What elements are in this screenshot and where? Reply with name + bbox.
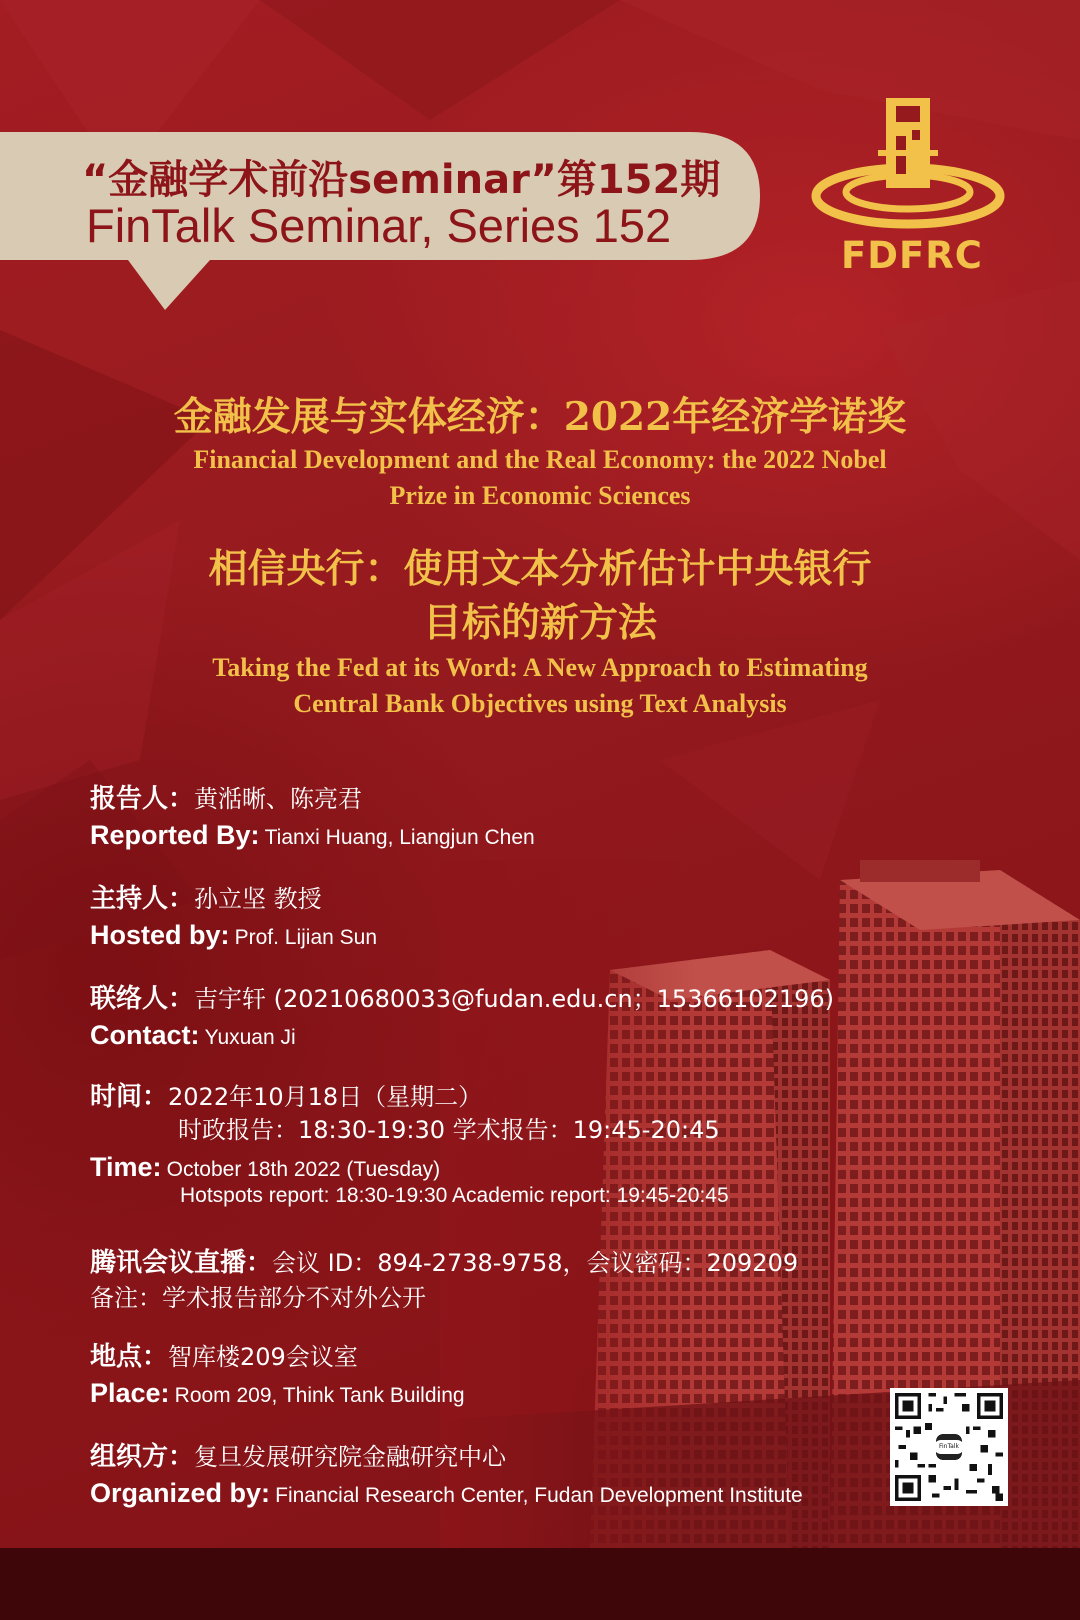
organizer-cn-row <box>90 1436 506 1473</box>
place-value-cn: 智库楼209会议室 <box>168 1343 358 1371</box>
time-en-row <box>90 1152 440 1183</box>
talk2-title-cn-line2: 目标的新方法 <box>422 600 657 646</box>
talk2-title-en-line2: Central Bank Objectives using Text Analysis <box>293 689 787 718</box>
host-en-row <box>90 920 377 951</box>
organizer-value-cn: 复旦发展研究院金融研究中心 <box>194 1443 507 1471</box>
tencent-meeting-info: 会议 ID：894-2738-9758，会议密码：209209 <box>272 1249 799 1277</box>
contact-value-en: Yuxuan Ji <box>204 1026 296 1049</box>
organizer-label-cn: 组织方： <box>90 1442 195 1472</box>
tencent-row <box>90 1242 798 1279</box>
time-value-en-line1: October 18th 2022 (Tuesday) <box>166 1158 441 1181</box>
organizer-en-row <box>90 1478 803 1509</box>
talk1-title-en-line1: Financial Development and the Real Economy: the 2022 Nobel <box>193 445 887 474</box>
bottom-band <box>0 1548 1080 1620</box>
time-label-en: Time: <box>90 1152 162 1182</box>
reporter-cn-row <box>90 778 362 815</box>
talk1-title-en-line2: Prize in Economic Sciences <box>389 481 691 510</box>
talk1-title-cn: 金融发展与实体经济：2022年经济学诺奖 <box>173 394 907 440</box>
reporter-value-en: Tianxi Huang, Liangjun Chen <box>264 826 535 849</box>
tencent-label-cn: 腾讯会议直播： <box>90 1248 273 1278</box>
place-label-en: Place: <box>90 1378 170 1408</box>
place-cn-row <box>90 1336 358 1373</box>
host-value-cn: 孙立坚 教授 <box>194 885 322 913</box>
qr-center-label: FinTalk <box>934 1440 964 1454</box>
time-cn-row <box>90 1076 482 1113</box>
time-value-en-line2: Hotspots report: 18:30-19:30 Academic report: 19:45-20:45 <box>180 1184 729 1207</box>
time-label-cn: 时间： <box>90 1082 169 1112</box>
host-value-en: Prof. Lijian Sun <box>234 926 378 949</box>
time-value-cn-line2: 时政报告：18:30-19:30 学术报告：19:45-20:45 <box>178 1116 720 1144</box>
contact-label-cn: 联络人： <box>90 984 195 1014</box>
host-cn-row <box>90 878 322 915</box>
logo-text: FDFRC <box>841 234 983 277</box>
reporter-value-cn: 黄湉晰、陈亮君 <box>194 785 363 813</box>
organizer-value-en: Financial Research Center, Fudan Development Institute <box>275 1484 803 1507</box>
place-en-row <box>90 1378 465 1409</box>
place-label-cn: 地点： <box>90 1342 169 1372</box>
series-title-cn: “金融学术前沿seminar”第152期 <box>82 157 721 203</box>
host-label-cn: 主持人： <box>90 884 195 914</box>
reporter-label-en: Reported By: <box>90 820 260 850</box>
tencent-note-row <box>90 1278 426 1313</box>
reporter-en-row <box>90 820 535 851</box>
contact-en-row <box>90 1020 296 1051</box>
talk2-title-en-line1: Taking the Fed at its Word: A New Approach to Estimating <box>212 653 868 682</box>
series-title-en: FinTalk Seminar, Series 152 <box>86 199 672 252</box>
time-value-cn-line1: 2022年10月18日（星期二） <box>168 1083 483 1111</box>
time-en-row2 <box>180 1184 729 1208</box>
contact-cn-row <box>90 978 834 1015</box>
contact-label-en: Contact: <box>90 1020 200 1050</box>
qr-code[interactable] <box>890 1388 1008 1506</box>
contact-value-cn: 吉宇轩 (20210680033@fudan.edu.cn；15366102196) <box>194 985 834 1013</box>
talk2-title-cn-line1: 相信央行：使用文本分析估计中央银行 <box>208 546 872 592</box>
organizer-label-en: Organized by: <box>90 1478 271 1508</box>
host-label-en: Hosted by: <box>90 920 230 950</box>
reporter-label-cn: 报告人： <box>90 784 195 814</box>
tencent-note: 备注：学术报告部分不对外公开 <box>90 1284 426 1312</box>
place-value-en: Room 209, Think Tank Building <box>174 1384 465 1407</box>
time-cn-row2 <box>178 1110 720 1145</box>
